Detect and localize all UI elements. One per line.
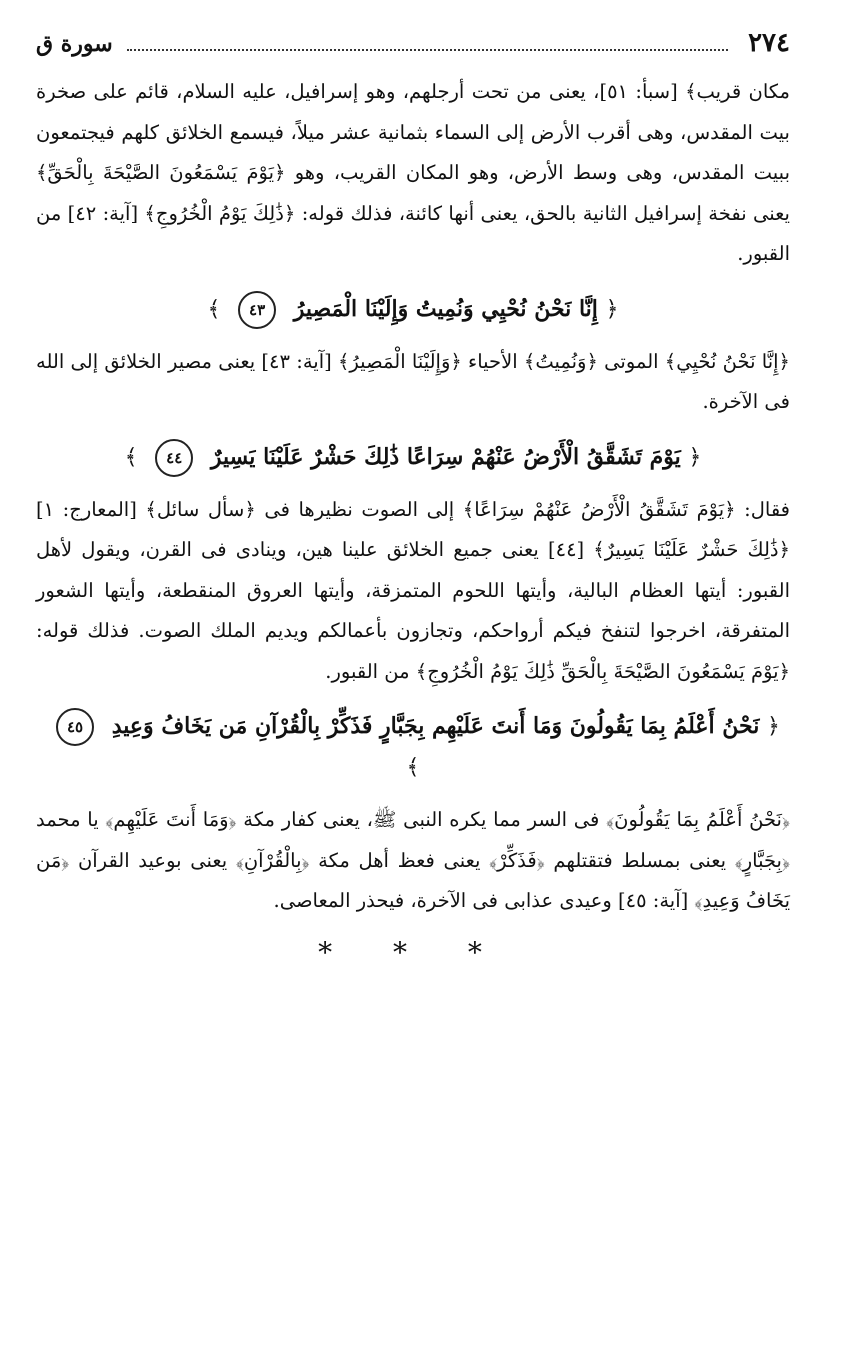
commentary-paragraph: ﴿إِنَّا نَحْنُ نُحْيِي﴾ الموتى ﴿وَنُمِيتُ﴾ الأحياء ﴿وَإِلَيْنَا الْمَصِيرُ﴾ [آية: ٤٣] يعنى مصير الخلائق إلى الله فى الآخرة. — [36, 349, 790, 413]
ayah-number-medallion: ٤٣ — [238, 291, 276, 329]
surah-title: سورة ق — [36, 31, 113, 57]
section-divider-asterisks: * * * — [318, 935, 508, 969]
ornate-bracket-close: ﴾ — [406, 755, 420, 780]
book-page — [36, 28, 790, 969]
ornate-bracket-open: ﴿ — [767, 714, 780, 739]
ornate-bracket-open: ﴿ — [688, 444, 702, 470]
page-number: ٢٧٤ — [748, 28, 790, 58]
quran-verse — [36, 706, 790, 788]
verse-text: إِنَّا نَحْنُ نُحْيِي وَنُمِيتُ وَإِلَيْنَا الْمَصِيرُ — [293, 295, 598, 322]
verse-text: يَوْمَ تَشَقَّقُ الْأَرْضُ عَنْهُمْ سِرَاعًا ذَٰلِكَ حَشْرٌ عَلَيْنَا يَسِيرٌ — [210, 443, 681, 470]
quran-verse — [36, 437, 790, 478]
commentary-paragraph: مكان قريب﴾ [سبأ: ٥١]، يعنى من تحت أرجلهم، وهو إسرافيل، عليه السلام، قائم على صخرة بيت المقدس، وهى أقرب الأرض إلى السماء بثمانية عشر ميلاً، فيسمع الخلائق كلهم فيجتمعون ببيت المقدس، وهى وسط الأرض، وهو المكان القريب، وهو ﴿يَوْمَ يَسْمَعُونَ الصَّيْحَةَ بِالْحَقِّ﴾ يعنى نفخة إسرافيل الثانية بالحق، يعنى أنها كائنة، فذلك قوله: ﴿ذَٰلِكَ يَوْمُ الْخُرُوجِ﴾ [آية: ٤٢] من القبور. — [36, 80, 790, 265]
verse-text: نَحْنُ أَعْلَمُ بِمَا يَقُولُونَ وَمَا أَنتَ عَلَيْهِم بِجَبَّارٍ فَذَكِّرْ بِالْقُرْآنِ مَن يَخَافُ وَعِيدِ — [111, 713, 760, 739]
page-header — [36, 28, 790, 72]
ayah-number-medallion: ٤٤ — [155, 439, 193, 477]
header-dotted-leader — [127, 49, 728, 51]
quran-verse — [36, 289, 790, 330]
ayah-number-medallion: ٤٥ — [56, 708, 94, 746]
ornate-bracket-open: ﴿ — [605, 296, 619, 322]
ornate-bracket-close: ﴾ — [207, 296, 221, 322]
commentary-paragraph: فقال: ﴿يَوْمَ تَشَقَّقُ الْأَرْضُ عَنْهُمْ سِرَاعًا﴾ إلى الصوت نظيرها فى ﴿سأل سائل﴾ [المعارج: ١] ﴿ذَٰلِكَ حَشْرٌ عَلَيْنَا يَسِيرٌ﴾ [٤٤] يعنى جميع الخلائق علينا هين، وينادى فى القرن، ويقول لأهل القبور: أيتها العظام البالية، وأيتها اللحوم المتمزقة، وأيتها العروق المنقطعة، وأيتها الشعور المتفرقة، اخرجوا لتنفخ فيكم أرواحكم، وتجازون بأعمالكم ويديم الملك الصوت. فذلك قوله: ﴿يَوْمَ يَسْمَعُونَ الصَّيْحَةَ بِالْحَقِّ ذَٰلِكَ يَوْمُ الْخُرُوجِ﴾ من القبور. — [36, 497, 790, 683]
ornate-bracket-close: ﴾ — [124, 444, 138, 470]
commentary-paragraph: ﴿نَحْنُ أَعْلَمُ بِمَا يَقُولُونَ﴾ فى السر مما يكره النبى ﷺ، يعنى كفار مكة ﴿وَمَا أَنتَ عَلَيْهِم﴾ يا محمد ﴿بِجَبَّارٍ﴾ يعنى بمسلط فتقتلهم ﴿فَذَكِّرْ﴾ يعنى فعظ أهل مكة ﴿بِالْقُرْآنِ﴾ يعنى بوعيد القرآن ﴿مَن يَخَافُ وَعِيدِ﴾ [آية: ٤٥] وعيدى عذابى فى الآخرة، فيحذر المعاصى. — [36, 808, 790, 912]
